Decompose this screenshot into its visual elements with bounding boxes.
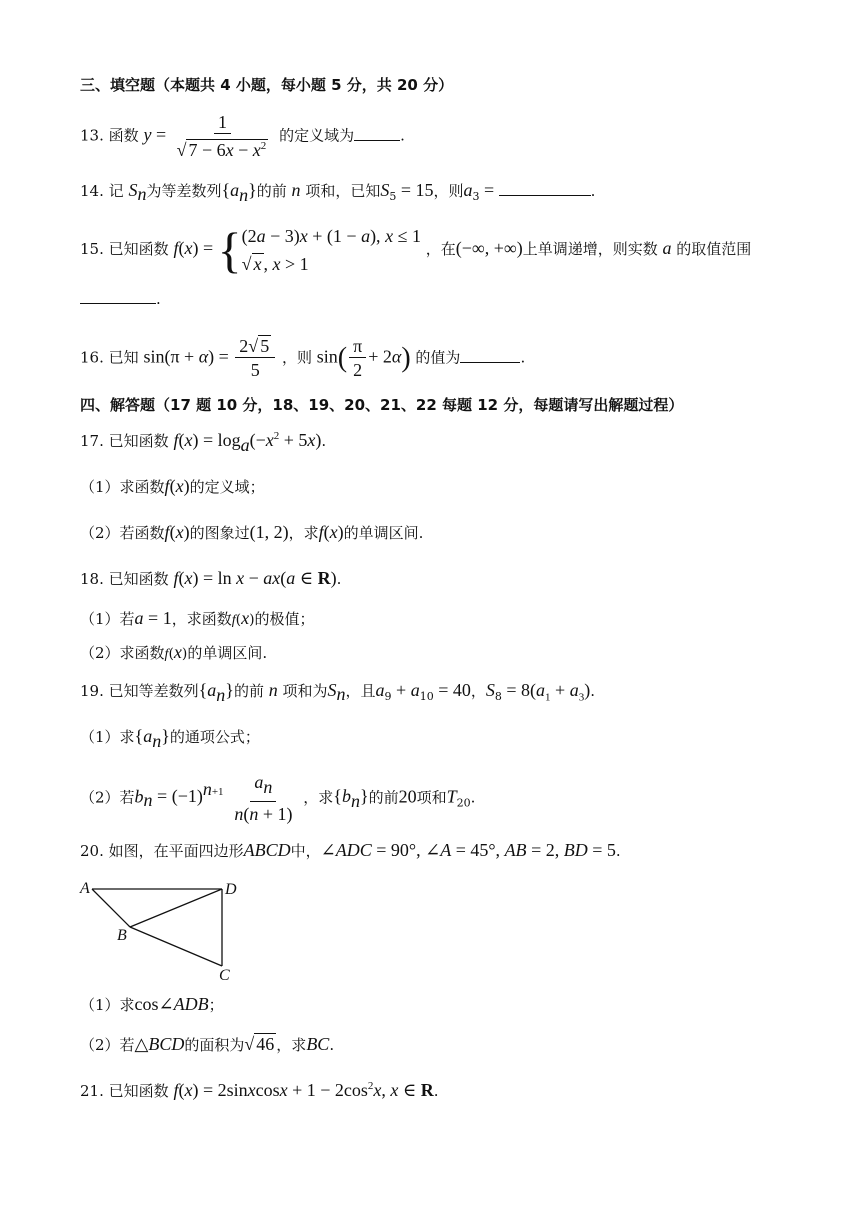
q17-part-1: （1）求函数f(x)的定义域； bbox=[80, 476, 265, 496]
answer-blank bbox=[80, 303, 156, 304]
question-17: 17. 已知函数 $f(x) = \log_a(-x^2 + 5x)$. bbox=[80, 430, 327, 455]
answer-blank bbox=[460, 362, 520, 363]
q18-part-1: （1）若a = 1，求函数f(x)的极值； bbox=[80, 608, 315, 628]
q16-number: 16. bbox=[80, 348, 104, 367]
q19-part-2: （2）若$b_n = (-1)^{n+1}$ $\frac{a_n}{n(n + 1)}$ ，求$\{b_n\}$的前20项和$T_{20}$. bbox=[80, 772, 476, 824]
question-15: 15. 已知函数 f(x) = { (2a − 3)x + (1 − a), x ≤ 1 √ x , x > 1 ，在(−∞, +∞)上单调递增，则实数 a 的取值范围 bbox=[80, 222, 752, 278]
vertex-c-label: C bbox=[219, 967, 230, 984]
q19-part-1: （1）求$\{a_n\}$的通项公式； bbox=[80, 726, 260, 751]
question-21: 21. 已知函数 f(x) = 2sinxcosx + $1 - 2\cos^2x$, x ∈ R. bbox=[80, 1080, 439, 1100]
vertex-a-label: A bbox=[80, 880, 90, 897]
vertex-d-label: D bbox=[225, 881, 237, 898]
answer-blank bbox=[354, 140, 400, 141]
question-14: 14. 记 $S_n$为等差数列$\{a_n\}$的前 n 项和，已知$S_5 = 15$，则$a_3$ = . bbox=[80, 180, 596, 205]
q15-piecewise: { (2a − 3)x + (1 − a), x ≤ 1 √ x , x > 1 bbox=[217, 222, 421, 278]
q14-number: 14. bbox=[80, 182, 104, 200]
q15-number: 15. bbox=[80, 240, 104, 258]
q20-part-2: （2）若△BCD的面积为√ 46 ，求BC. bbox=[80, 1034, 335, 1054]
question-19: 19. 已知等差数列$\{a_n\}$的前 n 项和为$S_n$，且$a_9 + a_{10} = 40$，$S_8 = 8(a_1 + a_3)$. bbox=[80, 680, 595, 705]
question-18: 18. 已知函数 f(x) = ln x − ax(a ∈ R). bbox=[80, 568, 342, 588]
question-20: 20. 如图，在平面四边形ABCD中，∠ADC = 90°, ∠A = 45°, AB = 2, BD = 5. bbox=[80, 840, 621, 860]
q13-post: 的定义域为 bbox=[279, 126, 355, 145]
q20-part-1: （1）求cos∠ADB； bbox=[80, 994, 224, 1014]
edge-ab bbox=[92, 889, 130, 927]
question-16: 16. 已知 sin(π + α) = $\frac{2√ 5}{5}$ ，则 sin( $\frac{\pi}{2}$ + 2α) 的值为 . bbox=[80, 336, 526, 380]
question-13: 13. 函数 y = $\frac{1}{√ 7 - 6x - x^2}$ 的定义域为 . bbox=[80, 112, 405, 160]
edge-bc bbox=[130, 927, 222, 966]
q13-fraction: $\frac{1}{√ 7 - 6x - x^2}$ bbox=[176, 112, 267, 160]
section-3-title: 三、填空题（本题共 4 小题，每小题 5 分，共 20 分） bbox=[80, 76, 454, 94]
answer-blank bbox=[499, 195, 591, 196]
q13-pre: 函数 bbox=[108, 126, 139, 145]
vertex-b-label: B bbox=[117, 927, 127, 944]
section-4-title: 四、解答题（17 题 10 分，18、19、20、21、22 每题 12 分，每题请写出解题过程） bbox=[80, 396, 684, 414]
q13-number: 13. bbox=[80, 126, 104, 145]
q18-part-2: （2）求函数f(x)的单调区间. bbox=[80, 642, 268, 662]
edge-bd bbox=[130, 889, 222, 927]
q15-answer-line: . bbox=[80, 290, 161, 308]
q17-part-2: （2）若函数f(x)的图象过(1, 2)，求f(x)的单调区间. bbox=[80, 522, 424, 542]
